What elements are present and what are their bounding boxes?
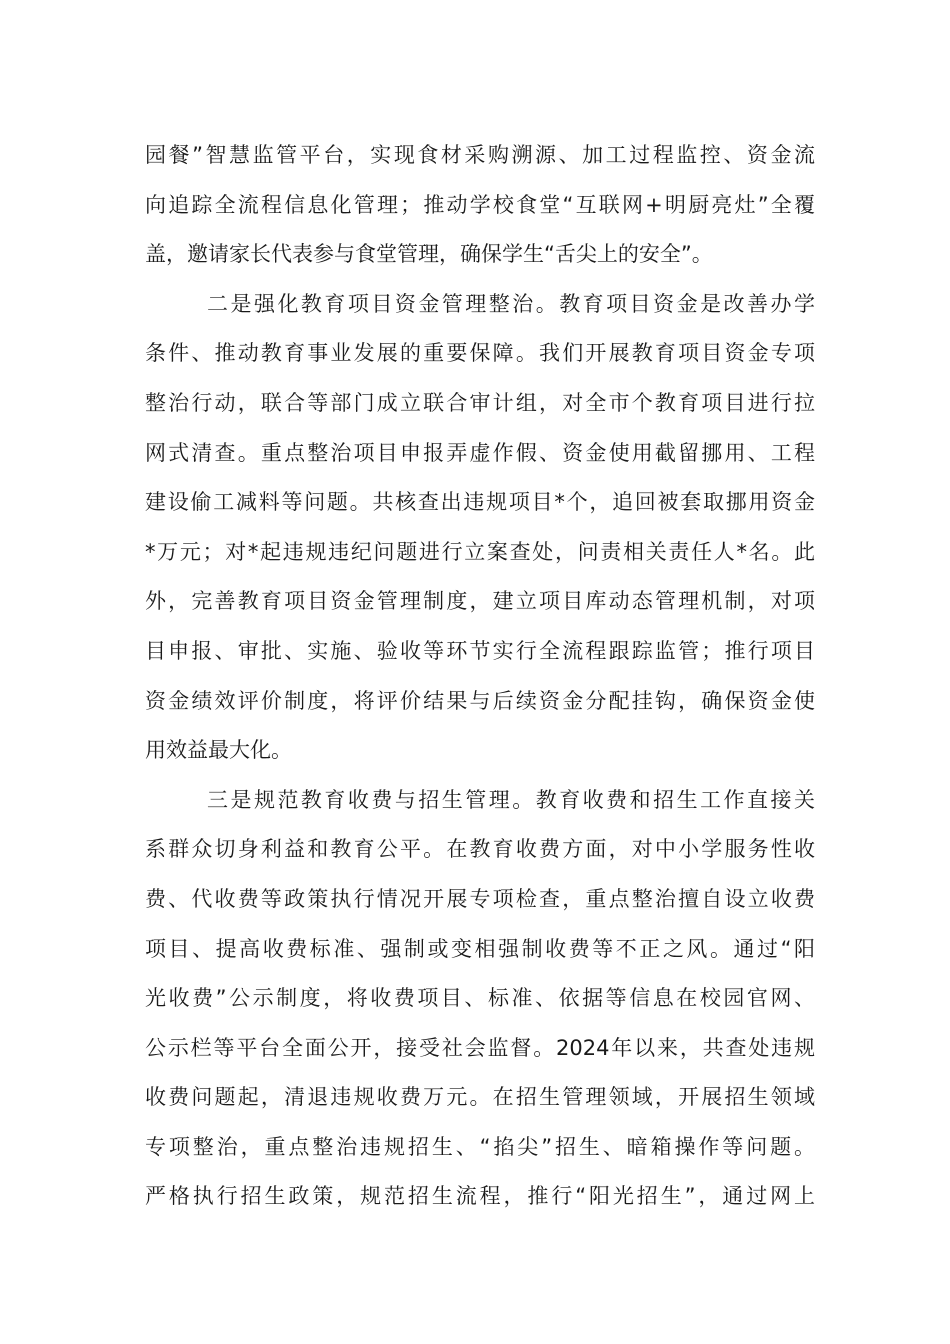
text-line: 三是规范教育收费与招生管理。教育收费和招生工作直接关	[207, 787, 815, 812]
text-line: 外，完善教育项目资金管理制度，建立项目库动态管理机制，对项	[145, 589, 815, 614]
text-line: 费、代收费等政策执行情况开展专项检查，重点整治擅自设立收费	[145, 886, 815, 911]
text-line: 收费问题起，清退违规收费万元。在招生管理领域，开展招生领域	[145, 1085, 815, 1110]
paragraph-3	[145, 776, 815, 1222]
text-line: 网式清查。重点整治项目申报弄虚作假、资金使用截留挪用、工程	[145, 440, 815, 465]
text-line: 项目、提高收费标准、强制或变相强制收费等不正之风。通过“阳	[145, 936, 815, 961]
text-line: 建设偷工减料等问题。共核查出违规项目*个，追回被套取挪用资金	[145, 490, 815, 515]
body-text	[145, 131, 815, 1222]
text-line: 二是强化教育项目资金管理整治。教育项目资金是改善办学	[207, 291, 815, 316]
text-line: 整治行动，联合等部门成立联合审计组，对全市个教育项目进行拉	[145, 390, 815, 415]
paragraph-1	[145, 131, 815, 280]
paragraph-2	[145, 280, 815, 776]
text-line: 专项整治，重点整治违规招生、“掐尖”招生、暗箱操作等问题。	[145, 1134, 815, 1159]
text-line: 严格执行招生政策，规范招生流程，推行“阳光招生”，通过网上	[145, 1184, 815, 1209]
text-line: 条件、推动教育事业发展的重要保障。我们开展教育项目资金专项	[145, 341, 815, 366]
text-line: 盖，邀请家长代表参与食堂管理，确保学生“舌尖上的安全”。	[145, 242, 713, 267]
text-line: 目申报、审批、实施、验收等环节实行全流程跟踪监管；推行项目	[145, 638, 815, 663]
text-line: 资金绩效评价制度，将评价结果与后续资金分配挂钩，确保资金使	[145, 688, 815, 713]
text-line: 园餐”智慧监管平台，实现食材采购溯源、加工过程监控、资金流	[145, 143, 815, 167]
text-line: 用效益最大化。	[145, 738, 292, 763]
text-line: 公示栏等平台全面公开，接受社会监督。2024年以来，共查处违规	[145, 1035, 815, 1060]
text-line: 光收费”公示制度，将收费项目、标准、依据等信息在校园官网、	[145, 986, 815, 1011]
text-line: *万元；对*起违规违纪问题进行立案查处，问责相关责任人*名。此	[145, 539, 815, 564]
text-line: 系群众切身利益和教育公平。在教育收费方面，对中小学服务性收	[145, 837, 815, 862]
text-line: 向追踪全流程信息化管理；推动学校食堂“互联网+明厨亮灶”全覆	[145, 192, 815, 217]
